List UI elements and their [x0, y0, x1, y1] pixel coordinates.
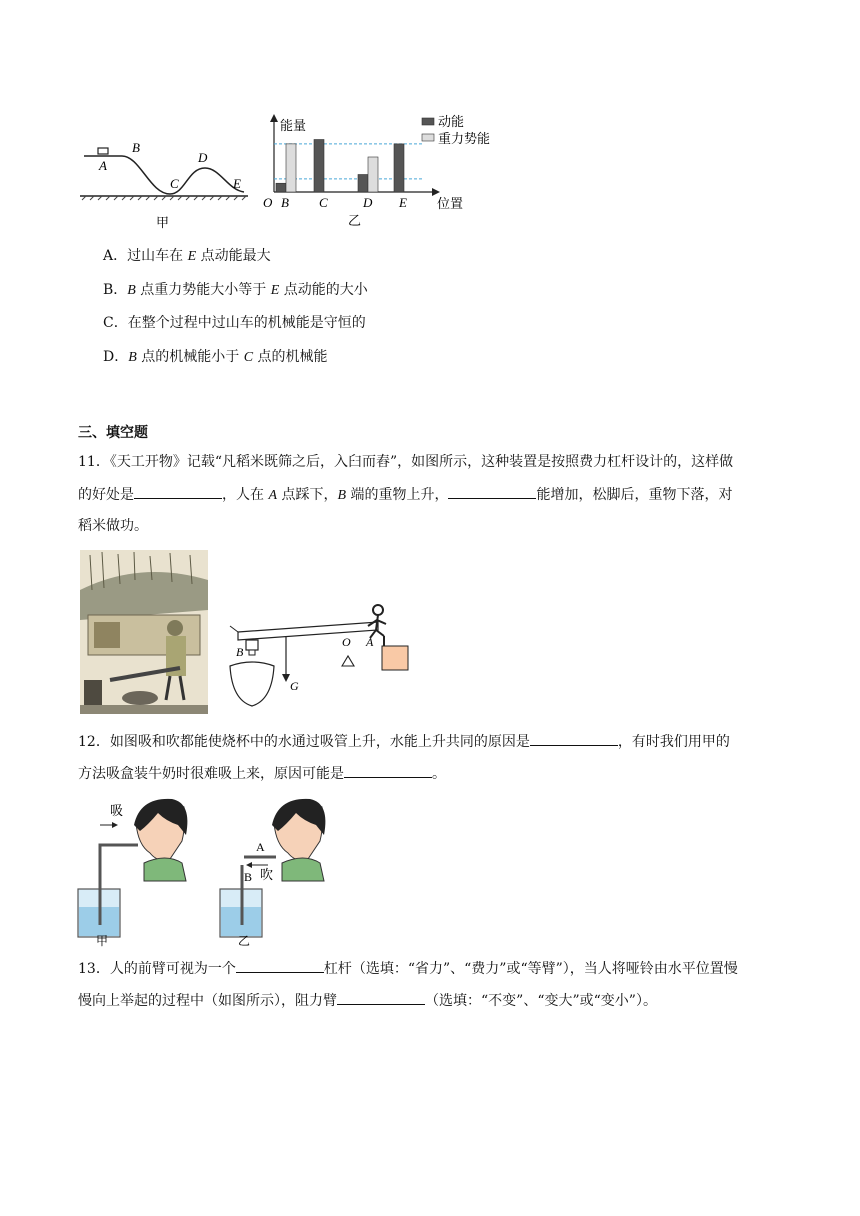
track-label-d: D [198, 150, 208, 165]
q11-line-3: 稻米做功。 [78, 518, 148, 534]
q11-line-2: 的好处是 ，人在 A 点踩下，B 端的重物上升， 能增加，松脚后，重物下落，对 [78, 484, 732, 506]
cart-icon [98, 148, 108, 154]
bar-kinetic-E [394, 144, 404, 192]
bar-potential-B [286, 144, 296, 192]
blow-label: 吹 [260, 868, 274, 883]
answer-blank[interactable] [448, 484, 536, 499]
track-label-c: C [170, 176, 179, 191]
track-label-a: A [99, 158, 107, 173]
boy-suck-illustration [78, 799, 187, 947]
boy-blow-illustration [220, 799, 325, 947]
blow-arrow-icon [246, 862, 252, 868]
tube-label-b: B [244, 870, 253, 884]
roller-coaster-track-diagram [80, 140, 248, 231]
straw-experiment-figure [74, 795, 334, 947]
x-tick-label-D: D [363, 195, 373, 210]
option-d: D．B 点的机械能小于 C 点的机械能 [103, 349, 328, 365]
lever-label-b: B [236, 645, 244, 659]
fulcrum-icon [342, 656, 354, 666]
gravity-arrow-icon [282, 674, 290, 682]
x-tick-label-E: E [399, 195, 407, 210]
bar-kinetic-D [358, 175, 368, 193]
bar-kinetic-B [276, 183, 286, 192]
legend-swatch-kinetic [422, 118, 434, 125]
suck-arrow-icon [112, 822, 118, 828]
answer-blank[interactable] [530, 731, 618, 746]
y-axis-label: 能量 [280, 119, 307, 134]
section-title: 三、填空题 [78, 425, 148, 441]
ancient-mortar-illustration [80, 550, 208, 714]
answer-blank[interactable] [134, 484, 222, 499]
suck-label: 吸 [110, 804, 124, 819]
legend-swatch-potential [422, 134, 434, 141]
q10-figure [70, 110, 510, 235]
x-axis-label: 位置 [437, 197, 464, 212]
answer-blank[interactable] [344, 763, 432, 778]
energy-bar-chart [263, 114, 490, 229]
q13-line-1: 13．人的前臂可视为一个 杠杆（选填：“省力”、“费力”或“等臂”），当人将哑铃由水平位置慢 [78, 958, 738, 979]
option-a: A．过山车在 E 点动能最大 [103, 248, 271, 264]
q13-line-2: 慢向上举起的过程中（如图所示），阻力臂 （选填：“不变”、“变大”或“变小”）。 [78, 990, 657, 1011]
q12-line-1: 12．如图吸和吹都能使烧杯中的水通过吸管上升，水能上升共同的原因是 ，有时我们用甲的 [78, 731, 730, 752]
x-axis-arrow-icon [432, 188, 440, 196]
y-axis-arrow-icon [270, 114, 278, 122]
lever-label-g: G [290, 679, 299, 693]
lever-label-a: A [366, 635, 374, 649]
legend [422, 114, 490, 147]
origin-label: O [263, 195, 273, 210]
figure-caption-right: 乙 [348, 214, 362, 229]
figure-caption-left: 甲 [96, 934, 109, 947]
answer-blank[interactable] [337, 990, 425, 1005]
track-label-e: E [233, 176, 241, 191]
legend-label-potential: 重力势能 [438, 132, 491, 147]
bar-potential-D [368, 157, 378, 192]
figure-caption-right: 乙 [238, 934, 251, 947]
lever-label-o: O [342, 635, 351, 649]
legend-label-kinetic: 动能 [438, 115, 465, 130]
mortar-bowl-icon [230, 662, 274, 706]
option-b: B．B 点重力势能大小等于 E 点动能的大小 [103, 282, 368, 298]
track-label-b: B [132, 140, 140, 155]
q12-line-2: 方法吸盒装牛奶时很难吸上来，原因可能是 。 [78, 763, 446, 784]
tube-label-a: A [256, 840, 265, 854]
q11-line-1: 11．《天工开物》记载“凡稻米既筛之后，入臼而舂”，如图所示，这种装置是按照费力杠杆设计的，这样做 [78, 454, 734, 470]
lever-diagram [224, 600, 424, 718]
x-tick-label-B: B [281, 195, 289, 210]
answer-blank[interactable] [236, 958, 324, 973]
x-tick-label-C: C [319, 195, 328, 210]
option-c: C．在整个过程中过山车的机械能是守恒的 [103, 315, 366, 331]
figure-caption-left: 甲 [156, 216, 170, 231]
bar-kinetic-C [314, 140, 324, 193]
